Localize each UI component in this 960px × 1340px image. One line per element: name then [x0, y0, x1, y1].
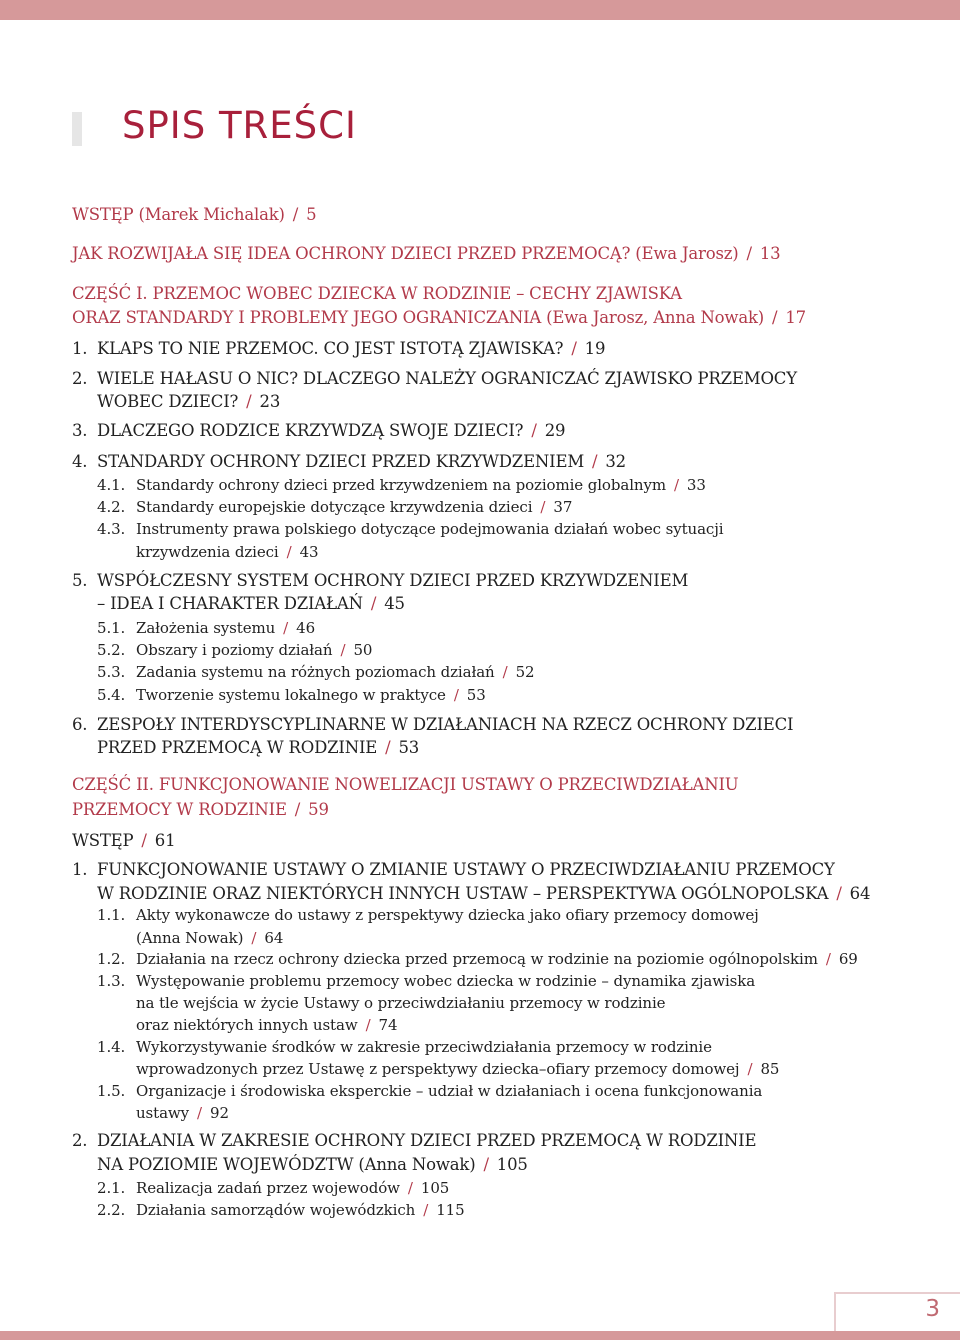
toc-entry	[136, 686, 486, 704]
toc-entry	[97, 1155, 528, 1174]
toc-entry-number: 5.2.	[97, 641, 126, 659]
top-accent-bar	[0, 0, 960, 20]
page-separator: /	[825, 950, 831, 968]
toc-entry-title: WSTĘP	[72, 831, 134, 850]
toc-entry-title: Standardy europejskie dotyczące krzywdzenia dzieci	[136, 498, 533, 516]
toc-entry-page: 53	[466, 686, 486, 704]
toc-entry	[136, 1038, 712, 1056]
page-separator: /	[385, 738, 391, 757]
toc-entry-title: CZĘŚĆ I. PRZEMOC WOBEC DZIECKA W RODZINIE – CECHY ZJAWISKA	[72, 284, 682, 303]
toc-entry-page: 52	[515, 663, 535, 681]
toc-entry-number: 1.1.	[97, 906, 126, 924]
toc-entry-title: ustawy	[136, 1104, 190, 1122]
page-separator: /	[571, 339, 577, 358]
title-marker	[72, 112, 82, 146]
toc-entry-page: 43	[299, 543, 319, 561]
toc-entry-title: Występowanie problemu przemocy wobec dziecka w rodzinie – dynamika zjawiska	[136, 972, 756, 990]
toc-entry-title: ORAZ STANDARDY I PROBLEMY JEGO OGRANICZANIA (Ewa Jarosz, Anna Nowak)	[72, 308, 765, 327]
page-separator: /	[423, 1201, 429, 1219]
toc-entry-page: 46	[296, 619, 316, 637]
toc-entry-title: KLAPS TO NIE PRZEMOC. CO JEST ISTOTĄ ZJAWISKA?	[97, 339, 564, 358]
toc-entry-title: WOBEC DZIECI?	[97, 392, 239, 411]
toc-entry-title: Realizacja zadań przez wojewodów	[136, 1179, 400, 1197]
toc-entry-title: JAK ROZWIJAŁA SIĘ IDEA OCHRONY DZIECI PRZED PRZEMOCĄ? (Ewa Jarosz)	[72, 244, 739, 263]
page-separator: /	[747, 1060, 753, 1078]
toc-entry-number: 6.	[72, 715, 88, 734]
toc-entry-title: DLACZEGO RODZICE KRZYWDZĄ SWOJE DZIECI?	[97, 421, 524, 440]
toc-entry-title: – IDEA I CHARAKTER DZIAŁAŃ	[97, 594, 363, 613]
toc-entry-title: (Anna Nowak)	[136, 929, 244, 947]
page-separator: /	[340, 641, 346, 659]
toc-entry-number: 2.	[72, 369, 88, 388]
toc-entry	[136, 950, 858, 968]
toc-entry	[72, 775, 738, 794]
toc-entry-title: ZESPOŁY INTERDYSCYPLINARNE W DZIAŁANIACH NA RZECZ OCHRONY DZIECI	[97, 715, 794, 734]
page-separator: /	[141, 831, 147, 850]
page-separator: /	[502, 663, 508, 681]
toc-entry	[72, 831, 175, 850]
toc-entry-number: 1.5.	[97, 1082, 126, 1100]
toc-entry	[72, 284, 682, 303]
toc-entry-number: 5.3.	[97, 663, 126, 681]
toc-entry-page: 29	[544, 421, 566, 440]
toc-entry	[97, 738, 419, 757]
toc-entry	[136, 619, 315, 637]
page-separator: /	[197, 1104, 203, 1122]
toc-entry	[136, 906, 759, 924]
toc-entry-title: oraz niektórych innych ustaw	[136, 1016, 358, 1034]
toc-entry-number: 5.	[72, 571, 88, 590]
toc-entry-page: 69	[838, 950, 858, 968]
toc-entry	[136, 663, 534, 681]
toc-entry	[97, 421, 565, 440]
toc-entry	[136, 641, 372, 659]
toc-entry-title: WSPÓŁCZESNY SYSTEM OCHRONY DZIECI PRZED KRZYWDZENIEM	[97, 571, 689, 590]
page-separator: /	[483, 1155, 489, 1174]
toc-entry	[136, 543, 318, 561]
toc-entry-page: 105	[496, 1155, 528, 1174]
toc-entry-page: 33	[686, 476, 706, 494]
toc-entry-title: Wykorzystywanie środków w zakresie przeciwdziałania przemocy w rodzinie	[136, 1038, 712, 1056]
toc-entry-page: 92	[210, 1104, 229, 1122]
page-separator: /	[283, 619, 289, 637]
toc-entry-title: FUNKCJONOWANIE USTAWY O ZMIANIE USTAWY O PRZECIWDZIAŁANIU PRZEMOCY	[97, 860, 835, 879]
toc-entry-title: Instrumenty prawa polskiego dotyczące podejmowania działań wobec sytuacji	[136, 520, 724, 538]
toc-entry-title: Standardy ochrony dzieci przed krzywdzeniem na poziomie globalnym	[136, 476, 666, 494]
toc-entry-page: 115	[436, 1201, 465, 1219]
toc-entry	[72, 308, 806, 327]
toc-entry	[136, 994, 665, 1012]
page-separator: /	[540, 498, 546, 516]
toc-entry-title: WIELE HAŁASU O NIC? DLACZEGO NALEŻY OGRANICZAĆ ZJAWISKO PRZEMOCY	[97, 369, 797, 388]
toc-entry	[97, 392, 280, 411]
page-number: 3	[925, 1296, 940, 1322]
toc-entry-number: 4.3.	[97, 520, 126, 538]
toc-entry-number: 1.3.	[97, 972, 126, 990]
toc-entry	[72, 205, 316, 224]
toc-entry-page: 74	[378, 1016, 398, 1034]
toc-entry-page: 50	[353, 641, 373, 659]
toc-entry-title: Założenia systemu	[136, 619, 276, 637]
toc-entry-title: Tworzenie systemu lokalnego w praktyce	[136, 686, 446, 704]
toc-entry-page: 5	[306, 205, 317, 224]
page-separator: /	[746, 244, 752, 263]
toc-entry-page: 17	[785, 308, 806, 327]
toc-entry	[97, 884, 870, 903]
toc-entry	[136, 476, 706, 494]
toc-entry	[97, 594, 405, 613]
page-separator: /	[365, 1016, 371, 1034]
toc-entry-page: 45	[384, 594, 405, 613]
toc-entry-page: 37	[553, 498, 573, 516]
toc-entry-title: Działania samorządów wojewódzkich	[136, 1201, 416, 1219]
toc-entry-title: DZIAŁANIA W ZAKRESIE OCHRONY DZIECI PRZED PRZEMOCĄ W RODZINIE	[97, 1131, 757, 1150]
toc-entry-number: 4.1.	[97, 476, 126, 494]
toc-entry-number: 1.	[72, 339, 88, 358]
toc-entry-page: 19	[584, 339, 606, 358]
toc-entry	[97, 571, 688, 590]
page-separator: /	[673, 476, 679, 494]
toc-entry-title: na tle wejścia w życie Ustawy o przeciwdziałaniu przemocy w rodzinie	[136, 994, 666, 1012]
toc-entry	[136, 1201, 465, 1219]
page-separator: /	[246, 392, 252, 411]
toc-entry	[136, 1060, 779, 1078]
toc-entry	[97, 452, 626, 471]
toc-entry-number: 2.2.	[97, 1201, 126, 1219]
toc-entry	[136, 972, 755, 990]
toc-entry-title: Działania na rzecz ochrony dziecka przed przemocą w rodzinie na poziomie ogólnopolskim	[136, 950, 818, 968]
bottom-accent-bar	[0, 1331, 960, 1340]
toc-entry-title: PRZEMOCY W RODZINIE	[72, 800, 287, 819]
toc-entry-number: 2.	[72, 1131, 88, 1150]
page-separator: /	[370, 594, 377, 613]
page-separator: /	[592, 452, 598, 471]
toc-entry-title: PRZED PRZEMOCĄ W RODZINIE	[97, 738, 378, 757]
toc-entry-title: Zadania systemu na różnych poziomach działań	[136, 663, 495, 681]
toc-entry-page: 105	[420, 1179, 450, 1197]
page-title: SPIS TREŚCI	[122, 104, 357, 147]
toc-entry	[72, 800, 329, 819]
toc-entry-number: 5.1.	[97, 619, 126, 637]
toc-entry-title: Organizacje i środowiska eksperckie – udział w działaniach i ocena funkcjonowania	[136, 1082, 763, 1100]
toc-entry-page: 64	[264, 929, 284, 947]
toc-entry	[72, 244, 780, 263]
toc-entry	[136, 498, 572, 516]
toc-entry	[136, 1016, 397, 1034]
toc-entry-number: 5.4.	[97, 686, 126, 704]
toc-entry-title: W RODZINIE ORAZ NIEKTÓRYCH INNYCH USTAW – PERSPEKTYWA OGÓLNOPOLSKA	[97, 884, 829, 903]
page-separator: /	[772, 308, 778, 327]
toc-entry	[136, 1104, 229, 1122]
toc-entry	[97, 339, 605, 358]
toc-entry-title: wprowadzonych przez Ustawę z perspektywy dziecka–ofiary przemocy domowej	[136, 1060, 740, 1078]
toc-entry	[97, 715, 793, 734]
toc-entry-title: WSTĘP (Marek Michalak)	[72, 205, 285, 224]
toc-entry	[136, 1082, 762, 1100]
page-separator: /	[836, 884, 842, 903]
toc-entry-number: 1.4.	[97, 1038, 126, 1056]
page-separator: /	[294, 800, 301, 819]
toc-entry-number: 3.	[72, 421, 88, 440]
toc-entry-page: 53	[398, 738, 420, 757]
toc-entry-title: Obszary i poziomy działań	[136, 641, 333, 659]
toc-entry	[97, 1131, 756, 1150]
toc-entry-page: 59	[308, 800, 329, 819]
toc-entry-title: krzywdzenia dzieci	[136, 543, 279, 561]
toc-entry	[97, 860, 835, 879]
page-separator: /	[531, 421, 537, 440]
toc-entry-number: 1.2.	[97, 950, 126, 968]
toc-entry	[136, 520, 723, 538]
toc-entry	[136, 929, 283, 947]
toc-entry-page: 85	[760, 1060, 780, 1078]
toc-entry-number: 4.	[72, 452, 88, 471]
toc-entry-number: 2.1.	[97, 1179, 126, 1197]
toc-entry-page: 23	[259, 392, 281, 411]
toc-entry-page: 32	[605, 452, 626, 471]
page-separator: /	[286, 543, 292, 561]
page-separator: /	[407, 1179, 413, 1197]
page-separator: /	[292, 205, 299, 224]
toc-entry-page: 61	[154, 831, 176, 850]
page-separator: /	[251, 929, 257, 947]
toc-entry-title: Akty wykonawcze do ustawy z perspektywy dziecka jako ofiary przemocy domowej	[136, 906, 759, 924]
toc-entry-title: CZĘŚĆ II. FUNKCJONOWANIE NOWELIZACJI USTAWY O PRZECIWDZIAŁANIU	[72, 775, 739, 794]
toc-entry-page: 64	[849, 884, 871, 903]
toc-entry-page: 13	[759, 244, 781, 263]
toc-entry-title: NA POZIOMIE WOJEWÓDZTW (Anna Nowak)	[97, 1155, 476, 1174]
toc-entry-number: 4.2.	[97, 498, 126, 516]
toc-entry-number: 1.	[72, 860, 88, 879]
page-separator: /	[453, 686, 459, 704]
toc-entry	[136, 1179, 449, 1197]
toc-entry-title: STANDARDY OCHRONY DZIECI PRZED KRZYWDZENIEM	[97, 452, 585, 471]
toc-entry	[97, 369, 797, 388]
